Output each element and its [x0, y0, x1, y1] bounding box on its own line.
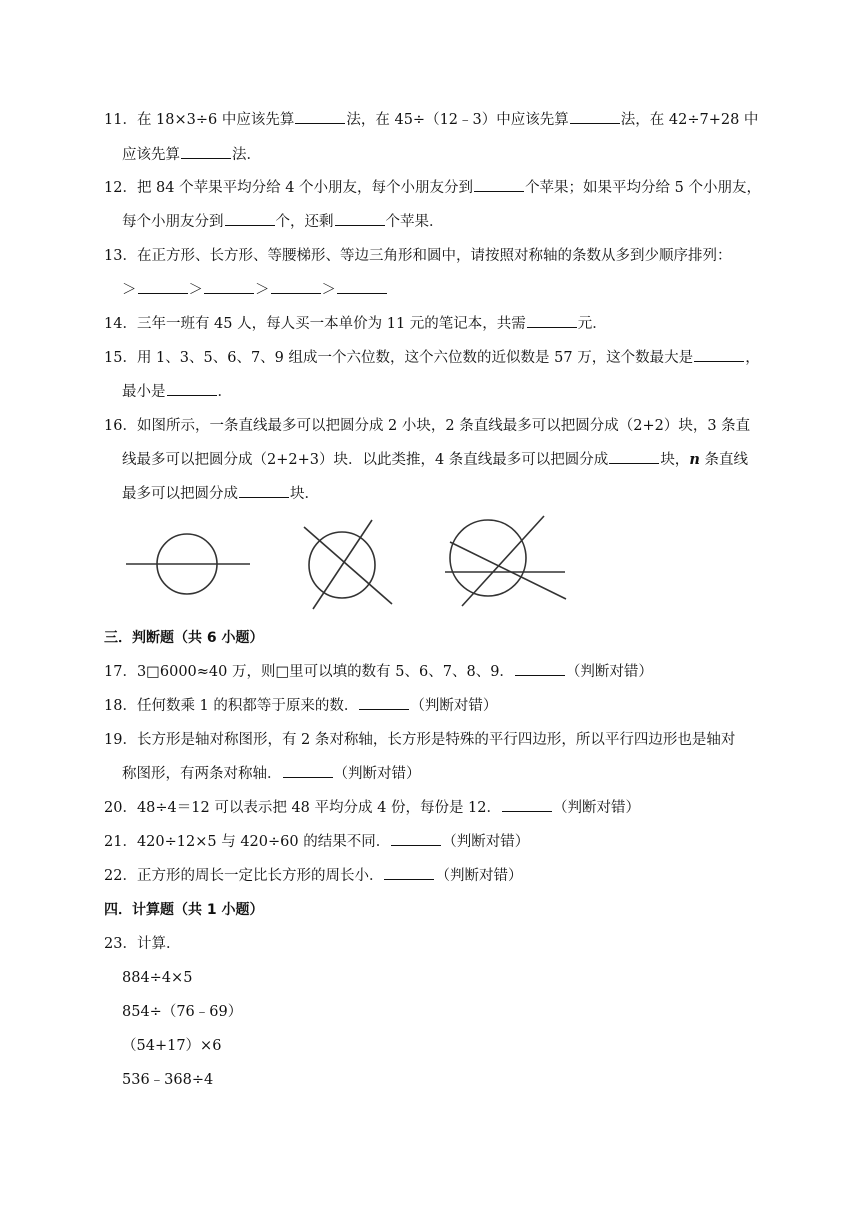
- circle-division-figure: [120, 512, 572, 612]
- q19-text-b: 称图形，有两条对称轴．: [122, 766, 282, 782]
- question-22: [104, 866, 522, 886]
- q12-text-c: 每个小朋友分到: [122, 214, 224, 230]
- answer-blank[interactable]: [527, 315, 577, 328]
- question-16-line-2: [122, 450, 748, 470]
- q13-text-a: 13．在正方形、长方形、等腰梯形、等边三角形和圆中，请按照对称轴的条数从多到少顺序排列：: [104, 248, 732, 264]
- q17-text-a: 17．3□6000≈40 万，则□里可以填的数有 5、6、7、8、9．: [104, 664, 514, 680]
- answer-blank[interactable]: [337, 281, 387, 294]
- section-4-heading: 四．计算题（共 1 小题）: [104, 902, 264, 918]
- calc-item: 854÷（76﹣69）: [122, 1004, 243, 1020]
- answer-blank[interactable]: [384, 867, 434, 880]
- q14-text-a: 14．三年一班有 45 人，每人买一本单价为 11 元的笔记本，共需: [104, 316, 526, 332]
- question-20: [104, 798, 640, 818]
- q16-text-d: 条直线: [699, 452, 748, 468]
- calc-item: （54+17）×6: [122, 1038, 222, 1054]
- q11-text-c: 法，在 42÷7+28 中: [620, 112, 759, 128]
- calc-item: 884÷4×5: [122, 970, 193, 986]
- q12-text-e: 个苹果．: [385, 214, 444, 230]
- gt-sign: ＞: [321, 282, 336, 298]
- q19-text-c: （判断对错）: [333, 766, 421, 782]
- gt-sign: ＞: [188, 282, 203, 298]
- question-11-line-1: [104, 110, 758, 130]
- answer-blank[interactable]: [271, 281, 321, 294]
- question-16-line-3: [122, 484, 319, 504]
- question-19-line-2: [122, 764, 421, 784]
- answer-blank[interactable]: [694, 349, 744, 362]
- q16-text-e: 最多可以把圆分成: [122, 486, 238, 502]
- q12-text-a: 12．把 84 个苹果平均分给 4 个小朋友，每个小朋友分到: [104, 180, 474, 196]
- q15-text-a: 15．用 1、3、5、6、7、9 组成一个六位数，这个六位数的近似数是 57 万，这个数最大是: [104, 350, 694, 366]
- q16-text-a: 16．如图所示，一条直线最多可以把圆分成 2 小块，2 条直线最多可以把圆分成（2+2）块，3 条直: [104, 418, 751, 434]
- answer-blank[interactable]: [295, 111, 345, 124]
- question-14: [104, 314, 607, 334]
- q11-text-a: 11．在 18×3÷6 中应该先算: [104, 112, 295, 128]
- q20-text-b: （判断对错）: [553, 800, 641, 816]
- answer-blank[interactable]: [138, 281, 188, 294]
- answer-blank[interactable]: [225, 213, 275, 226]
- question-16-line-1: [104, 416, 750, 436]
- q18-text-a: 18．任何数乘 1 的积都等于原来的数．: [104, 698, 359, 714]
- q20-text-a: 20．48÷4＝12 可以表示把 48 平均分成 4 份，每份是 12．: [104, 800, 502, 816]
- section-3-heading: 三．判断题（共 6 小题）: [104, 630, 264, 646]
- question-19-line-1: [104, 730, 735, 750]
- q14-text-b: 元．: [577, 316, 607, 332]
- figure-svg: [120, 512, 572, 612]
- question-21: [104, 832, 529, 852]
- answer-blank[interactable]: [515, 663, 565, 676]
- q22-text-b: （判断对错）: [435, 868, 523, 884]
- q15-text-b: ，: [745, 350, 760, 366]
- answer-blank[interactable]: [181, 146, 231, 159]
- question-12-line-2: [122, 212, 444, 232]
- gt-sign: ＞: [122, 282, 137, 298]
- answer-blank[interactable]: [609, 451, 659, 464]
- answer-blank[interactable]: [167, 383, 217, 396]
- question-13-line-1: [104, 246, 731, 266]
- question-23-title: 23．计算．: [104, 936, 181, 952]
- q12-text-b: 个苹果；如果平均分给 5 个小朋友，: [525, 180, 762, 196]
- answer-blank[interactable]: [204, 281, 254, 294]
- q16-text-b: 线最多可以把圆分成（2+2+3）块．以此类推，4 条直线最多可以把圆分成: [122, 452, 609, 468]
- answer-blank[interactable]: [474, 179, 524, 192]
- question-13-line-2: [122, 280, 388, 300]
- q12-text-d: 个，还剩: [275, 214, 334, 230]
- answer-blank[interactable]: [283, 765, 333, 778]
- q21-text-a: 21．420÷12×5 与 420÷60 的结果不同．: [104, 834, 391, 850]
- answer-blank[interactable]: [359, 697, 409, 710]
- q19-text-a: 19．长方形是轴对称图形，有 2 条对称轴，长方形是特殊的平行四边形，所以平行四边形也是轴对: [104, 732, 736, 748]
- question-18: [104, 696, 497, 716]
- q22-text-a: 22．正方形的周长一定比长方形的周长小．: [104, 868, 384, 884]
- question-17: [104, 662, 653, 682]
- answer-blank[interactable]: [502, 799, 552, 812]
- question-11-line-2: [122, 145, 261, 165]
- q11-text-e: 法．: [232, 147, 261, 163]
- answer-blank[interactable]: [335, 213, 385, 226]
- variable-n: n: [689, 451, 700, 468]
- question-15-line-2: [122, 382, 232, 402]
- calc-item: 536﹣368÷4: [122, 1072, 214, 1088]
- q16-text-c: 块，: [660, 452, 690, 468]
- answer-blank[interactable]: [239, 485, 289, 498]
- answer-blank[interactable]: [391, 833, 441, 846]
- q15-text-c: 最小是: [122, 384, 166, 400]
- q18-text-b: （判断对错）: [410, 698, 498, 714]
- q21-text-b: （判断对错）: [442, 834, 530, 850]
- q17-text-b: （判断对错）: [565, 664, 653, 680]
- gt-sign: ＞: [255, 282, 270, 298]
- q11-text-d: 应该先算: [122, 147, 180, 163]
- answer-blank[interactable]: [570, 111, 620, 124]
- q11-text-b: 法，在 45÷（12﹣3）中应该先算: [346, 112, 569, 128]
- q15-text-d: ．: [217, 384, 232, 400]
- question-12-line-1: [104, 178, 761, 198]
- q16-text-f: 块．: [290, 486, 319, 502]
- question-15-line-1: [104, 348, 760, 368]
